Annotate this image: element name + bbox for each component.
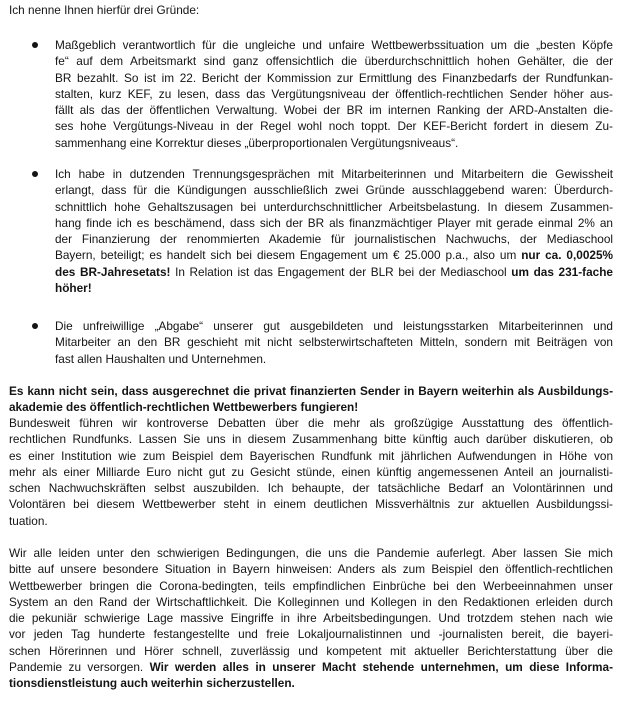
bold-span: des BR-Jahresetats!	[55, 264, 171, 279]
paragraph-2	[9, 545, 613, 692]
text-line	[55, 264, 613, 280]
text-line: rechtlichen Rundfunks. Lassen Sie uns in diesem Zusammenhang bitte künftig auch darüber diskutieren, ob	[9, 432, 613, 447]
text-line: bitte auf unsere besondere Situation in Bayern hinweisen: Anders als zum Beispiel den öffentlich-rechtlichen	[9, 562, 613, 577]
text-line: vor jeden Tag hunderte festangestellte und freie Lokaljournalistinnen und -journalisten bereit, die bayeri-	[9, 627, 613, 642]
text-line: der Finanzierung der renommierten Akademie für journalistischen Nachwuchs, der Mediaschool	[55, 232, 613, 247]
text-line: sammenhang eine Korrektur dieses „überproportionalen Vergütungsniveaus“.	[55, 135, 459, 150]
text-line	[55, 280, 613, 296]
text-line: Pandemie zu versorgen. Wir werden alles in unserer Macht stehende unternehmen, um diese Informa-	[9, 660, 613, 675]
text-line: tuation.	[9, 513, 48, 528]
bullet-icon	[32, 171, 38, 177]
text-line: hang finde ich es beschämend, dass sich der BR als finanzmächtiger Player mit gerade einmal 2% an	[55, 215, 613, 230]
text-line: Wettbewerber bringen die Corona-bedingten, teils empfindlichen Einbrüche bei den Werbeeinnahmen unser	[9, 578, 613, 593]
paragraph-1	[9, 415, 613, 529]
text-line: BR bezahlt. So ist im 22. Bericht der Kommission zur Ermittlung des Finanzbedarfs der Rundfunkan-	[55, 70, 613, 85]
bold-span: nur ca. 0,0025%	[521, 248, 614, 263]
text-line: Wir alle leiden unter den schwierigen Bedingungen, die uns die Pandemie auferlegt. Aber lassen Sie mich	[9, 546, 613, 560]
text-line: mehr als einer Milliarde Euro nicht gut zu Gesicht stünde, einen künftig angemessenen Anteil an journalisti-	[9, 464, 613, 479]
text-line: fe“ auf dem Arbeitsmarkt sind ganz offensichtlich die überdurchschnittlich hohen Gehälter, die der	[55, 54, 613, 69]
text-line: fällt als das der öffentlichen Verwaltung. Wobei der BR im internen Ranking der ARD-Anstalten die-	[55, 103, 613, 118]
heading-line: Es kann nicht sein, dass ausgerechnet die privat finanzierten Sender in Bayern weiterhin als Ausbildungs-	[9, 384, 613, 398]
text-line: es einer Institution wie zum Beispiel dem Bayerischen Rundfunk mit jährlichen Aufwendungen in Höhe von	[9, 448, 613, 463]
text-line	[9, 675, 613, 691]
intro-text: Ich nenne Ihnen hierfür drei Gründe:	[9, 3, 200, 17]
text-line: ses hohe Vergütungs-Niveau in der Regel wohl noch toppt. Der KEF-Bericht fordert in diesem Zu-	[55, 119, 613, 134]
text-line: schen Nachwuchskräften selbst auszubilden. Ich behaupte, der tatsächliche Bedarf an Volontärinnen und	[9, 481, 613, 496]
bold-span: um das 231-fache	[511, 264, 613, 279]
text-line: erlangt, dass für die Kündigungen ausschließlich zwei Gründe ausschlaggebend waren: Überdurch-	[55, 183, 613, 198]
text-line: Maßgeblich verantwortlich für die ungleiche und unfaire Wettbewerbssituation um die „besten Köpfe	[55, 38, 613, 52]
text-line: System an den Rand der Wirtschaftlichkeit. Die Kolleginnen und Kollegen in den Redaktionen erleiden durch	[9, 594, 613, 609]
text-line: fast allen Haushalten und Unternehmen.	[55, 351, 267, 366]
bullet-icon	[32, 42, 38, 48]
bullet-icon	[32, 323, 38, 329]
text-line: stalten, kurz KEF, zu lesen, dass das Vergütungsniveau der öffentlich-rechtlichen Sender höher aus-	[55, 86, 613, 101]
text-line: die pekuniär schwierige Lage massive Eingriffe in ihre Arbeitsbedingungen. Und trotzdem stehen nach wie	[9, 611, 613, 626]
text-line: Die unfreiwillige „Abgabe“ unserer gut ausgebildeten und leistungsstarken Mitarbeiterinnen und	[55, 319, 613, 333]
text-line: Ich habe in dutzenden Trennungsgesprächen mit Mitarbeiterinnen und Mitarbeitern die Gewissheit	[55, 167, 613, 181]
text-line: Bayern, beteiligt; es handelt sich bei diesem Engagement um € 25.000 p.a., also um nur ca. 0,0025%	[55, 248, 614, 263]
section-heading	[9, 383, 613, 416]
text-line: Mitarbeiter an den BR geschieht mit nicht selbsterwirtschafteten Mitteln, sondern mit Beiträgen von	[55, 335, 613, 350]
bold-span: tionsdienstleistung auch weiterhin sicherzustellen.	[9, 676, 295, 691]
text-line: schnittlich hohe Gehaltszusagen bei unterdurchschnittlicher Arbeitsbelastung. In diesem Zusammen-	[55, 199, 613, 214]
bold-span: Wir werden alles in unserer Macht stehende unternehmen, um diese Informa-	[149, 660, 613, 675]
heading-line: akademie des öffentlich-rechtlichen Wettbewerbers fungieren!	[9, 400, 359, 415]
bold-span: höher!	[55, 281, 92, 296]
text-span: In Relation ist das Engagement der BLR bei der Mediaschool	[170, 264, 512, 279]
text-line: Volontären bei diesem Wettbewerber steht in einem deutlichen Missverhältnis zur aktuellen Ausbildungssi-	[9, 497, 613, 512]
text-line: Bundesweit führen wir kontroverse Debatten über die mehr als großzügige Ausstattung des öffentlich-	[9, 416, 613, 430]
text-line: schen Hörerinnen und Hörer schnell, zuverlässig und kompetent mit aktueller Berichterstattung über die	[9, 643, 613, 658]
